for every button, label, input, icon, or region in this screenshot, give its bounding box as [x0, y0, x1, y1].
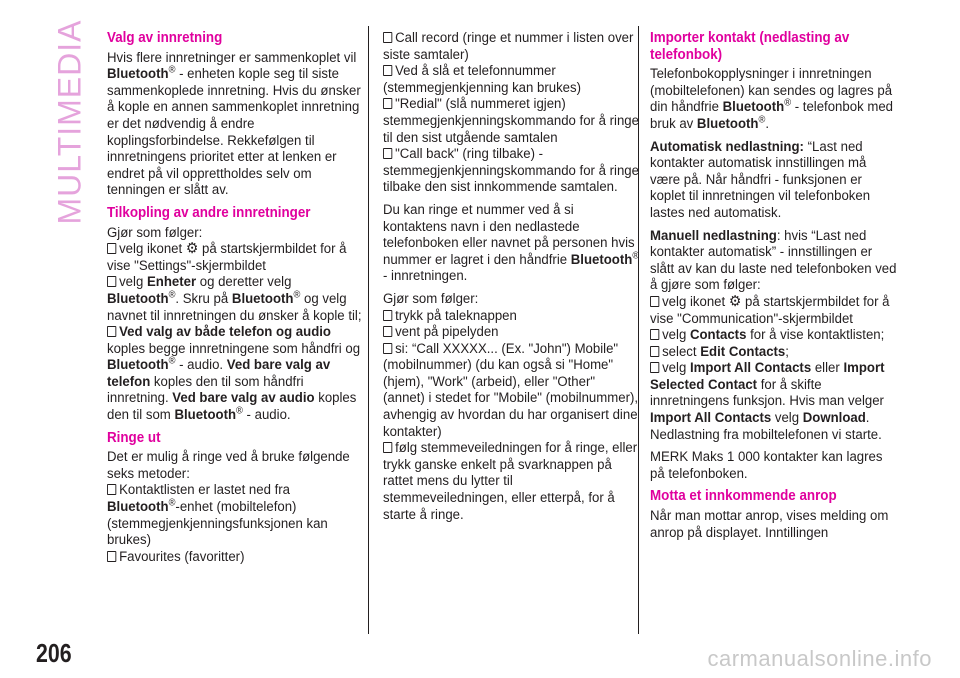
checkbox-bullet-icon: [383, 343, 392, 354]
checkbox-bullet-icon: [107, 276, 116, 287]
checkbox-bullet-icon: [383, 65, 392, 76]
checkbox-bullet-icon: [107, 326, 116, 337]
paragraph: Hvis flere innretninger er sammenkoplet vil Bluetooth® - enheten kople seg til siste sammenkoplede innretning. Hvis du ønsker å kople en annen sammenkoplet innretning er det nødvendig å endre koplingsforbindelse. Rekkefølgen til innretningens prioritet etter at lenken er endret på vil opprettholdes selv om tenningen er slått av.: [107, 49, 361, 199]
list-item: følg stemmeveiledningen for å ringe, eller trykk ganske enkelt på svarknappen på rattet mens du lytter til stemmeveiledningen, eller etterpå, for å starte å ringe.: [383, 440, 638, 523]
list-item: Ved å slå et telefonnummer (stemmegjenkjenning kan brukes): [383, 63, 582, 96]
list-item: vent på pipelyden: [383, 324, 640, 341]
column-3: [650, 30, 899, 547]
column-1: [107, 30, 364, 565]
list-item: trykk på taleknappen: [383, 308, 640, 325]
checkbox-bullet-icon: [107, 551, 116, 562]
checkbox-bullet-icon: [107, 243, 116, 254]
list-item: velg Enheter og deretter velg Bluetooth®. Skru på Bluetooth® og velg navnet til innretningen du ønsker å kople til;: [107, 274, 362, 324]
paragraph: Automatisk nedlastning: “Last ned kontakter automatisk innstillingen må være på. Når håndfri - funksjonen er koplet til innretningen vil telefonboken lastes ned automatisk.: [650, 138, 871, 221]
note-paragraph: MERK Maks 1 000 kontakter kan lagres på telefonboken.: [650, 449, 883, 482]
list-item: velg ikonet ⚙ på startskjermbildet for å vise "Communication"-skjermbildet: [650, 292, 890, 327]
section-side-label: [40, 12, 100, 232]
list-item: Call record (ringe et nummer i listen over siste samtaler): [383, 30, 634, 63]
checkbox-bullet-icon: [107, 484, 116, 495]
checkbox-bullet-icon: [650, 346, 659, 357]
column-divider: [368, 26, 369, 634]
checkbox-bullet-icon: [383, 326, 392, 337]
list-item: Kontaktlisten er lastet ned fra Bluetooth®-enhet (mobiltelefon) (stemmegjenkjenningsfunksjonen kan brukes): [107, 482, 328, 549]
heading-call-out: Ringe ut: [107, 429, 161, 446]
column-2: [383, 30, 640, 523]
checkbox-bullet-icon: [383, 98, 392, 109]
list-item: select Edit Contacts;: [650, 344, 899, 361]
heading-import-contacts: Importer kontakt (nedlasting av telefonbok): [650, 30, 850, 63]
checkbox-bullet-icon: [383, 32, 392, 43]
checkbox-bullet-icon: [383, 148, 392, 159]
list-item: Ved valg av både telefon og audio koples begge innretningene som håndfri og Bluetooth® - audio. Ved bare valg av telefon koples den til som håndfri innretning. Ved bare valg av audio koples den til som Bluetooth® - audio.: [107, 324, 361, 424]
paragraph: Du kan ringe et nummer ved å si kontaktens navn i den nedlastede telefonboken eller navnet på personen hvis nummer er lagret i den håndfrie Bluetooth® - innretningen.: [383, 201, 640, 285]
heading-device-selection: Valg av innretning: [107, 30, 223, 46]
list-item: velg Contacts for å vise kontaktlisten;: [650, 327, 899, 344]
paragraph: Når man mottar anrop, vises melding om anrop på displayet. Inntillingen: [650, 508, 889, 541]
list-item: si: “Call XXXXX... (Ex. "John") Mobile" (mobilnummer) (du kan også si "Home" (hjem), "Work" (arbeid), eller "Other" (annet) i stedet for "Mobile" (mobilnummer), avhengig av hvordan du har organisert dine kontakter): [383, 340, 639, 440]
paragraph: Det er mulig å ringe ved å bruke følgende seks metoder:: [107, 449, 350, 482]
heading-incoming-call: Motta et innkommende anrop: [650, 488, 837, 505]
paragraph: Gjør som følger:: [107, 224, 203, 241]
checkbox-bullet-icon: [650, 296, 659, 307]
paragraph: Gjør som følger:: [383, 290, 479, 307]
page-number: 206: [36, 638, 72, 668]
paragraph: Manuell nedlastning: hvis “Last ned kontakter automatisk” - innstillingen er slått av kan du laste ned telefonboken ved å gjøre som følger:: [650, 227, 897, 294]
list-item: Favourites (favoritter): [107, 549, 364, 566]
list-item: "Redial" (slå nummeret igjen) stemmegjenkjenningskommando for å ringe til den sist utgående samtalen: [383, 96, 639, 146]
list-item: velg ikonet ⚙ på startskjermbildet for å vise "Settings"-skjermbildet: [107, 240, 347, 274]
paragraph: Telefonbokopplysninger i innretningen (mobiltelefonen) kan sendes og lagres på din håndfrie Bluetooth® - telefonbok med bruk av Bluetooth®.: [650, 66, 894, 132]
heading-connect-devices: Tilkopling av andre innretninger: [107, 204, 311, 221]
checkbox-bullet-icon: [650, 362, 659, 373]
checkbox-bullet-icon: [650, 329, 659, 340]
checkbox-bullet-icon: [383, 310, 392, 321]
list-item: "Call back" (ring tilbake) - stemmegjenkjenningskommando for å ringe tilbake den sist innkommende samtalen.: [383, 146, 639, 196]
checkbox-bullet-icon: [383, 442, 392, 453]
list-item: velg Import All Contacts eller Import Selected Contact for å skifte innretningens funksjon. Hvis man velger Import All Contacts velg Download. Nedlastning fra mobiltelefonen vi starte.: [650, 360, 885, 443]
gear-icon: ⚙: [185, 240, 199, 258]
watermark: carmanualsonline.info: [707, 646, 932, 671]
section-label-text: MULTIMEDIA: [51, 19, 88, 225]
gear-icon: ⚙: [728, 292, 742, 310]
